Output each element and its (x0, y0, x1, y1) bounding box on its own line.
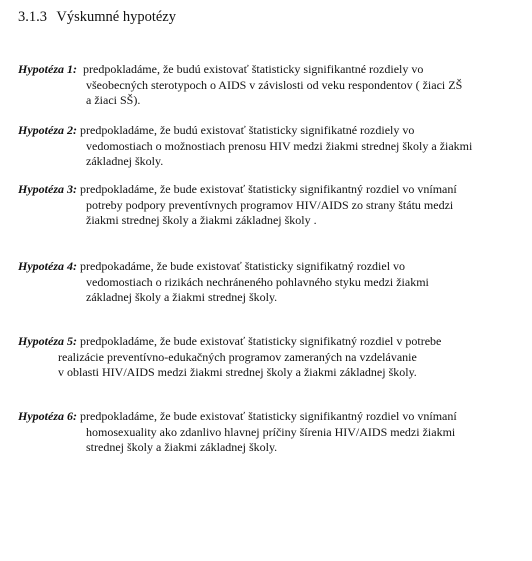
hypothesis-6 (18, 409, 518, 456)
hypothesis-text: všeobecných sterotypoch o AIDS v závislosti od veku respondentov ( žiaci ZŠ (86, 77, 463, 92)
hypothesis-text: základnej školy. (86, 154, 164, 168)
hypothesis-text: a žiaci SŠ). (86, 93, 141, 107)
hypothesis-first-line (18, 182, 518, 198)
hypothesis-text: základnej školy a žiakmi strednej školy. (86, 290, 278, 304)
hypothesis-label: Hypotéza 5: (18, 334, 77, 348)
hypothesis-text: realizácie preventívno-edukačných programov zameraných na vzdelávanie (58, 349, 417, 364)
hypothesis-4 (18, 259, 518, 306)
section-title: Výskumné hypotézy (56, 9, 176, 25)
hypothesis-3 (18, 182, 518, 229)
section-number: 3.1.3 (18, 9, 47, 25)
hypothesis-first-line (18, 334, 518, 350)
hypothesis-label: Hypotéza 6: (18, 409, 77, 423)
hypothesis-text: v oblasti HIV/AIDS medzi žiakmi strednej školy a žiakmi základnej školy. (58, 365, 417, 379)
hypothesis-text: homosexuality ako zdanlivo hlavnej príčiny šírenia HIV/AIDS medzi žiakmi (86, 424, 456, 439)
hypothesis-text: predpokladáme, že bude existovať štatisticky signifikantný rozdiel vo vnímaní (77, 182, 457, 196)
hypothesis-first-line (18, 62, 518, 78)
hypothesis-text: predpokladáme, že bude existovať štatisticky signifikatný rozdiel v potrebe (77, 334, 442, 348)
hypothesis-label: Hypotéza 2: (18, 123, 77, 137)
hypothesis-text: predpokadáme, že bude existovať štatisticky signifikatný rozdiel vo (77, 259, 406, 273)
hypothesis-text: žiakmi strednej školy a žiakmi základnej školy . (86, 213, 317, 227)
hypothesis-text: strednej školy a žiakmi základnej školy. (86, 440, 278, 454)
hypothesis-first-line (18, 123, 518, 139)
hypothesis-label: Hypotéza 1: (18, 62, 77, 76)
hypothesis-2 (18, 123, 518, 170)
hypothesis-first-line (18, 409, 518, 425)
hypothesis-5 (18, 334, 518, 381)
hypothesis-label: Hypotéza 3: (18, 182, 77, 196)
hypothesis-text: predpokladáme, že bude existovať štatisticky signifikantný rozdiel vo vnímaní (77, 409, 457, 423)
hypothesis-text: predpokladáme, že budú existovať štatisticky signifikatné rozdiely vo (77, 123, 415, 137)
hypothesis-text: predpokladáme, že budú existovať štatisticky signifikantné rozdiely vo (77, 62, 424, 76)
hypothesis-text: potreby podpory preventívnych programov HIV/AIDS zo strany štátu medzi (86, 197, 454, 212)
hypothesis-text: vedomostiach o možnostiach prenosu HIV medzi žiakmi strednej školy a žiakmi (86, 138, 473, 153)
hypothesis-text: vedomostiach o rizikách nechráneného pohlavného styku medzi žiakmi (86, 274, 429, 289)
hypothesis-label: Hypotéza 4: (18, 259, 77, 273)
section-heading (18, 9, 176, 26)
hypothesis-first-line (18, 259, 518, 275)
hypothesis-1 (18, 62, 518, 109)
